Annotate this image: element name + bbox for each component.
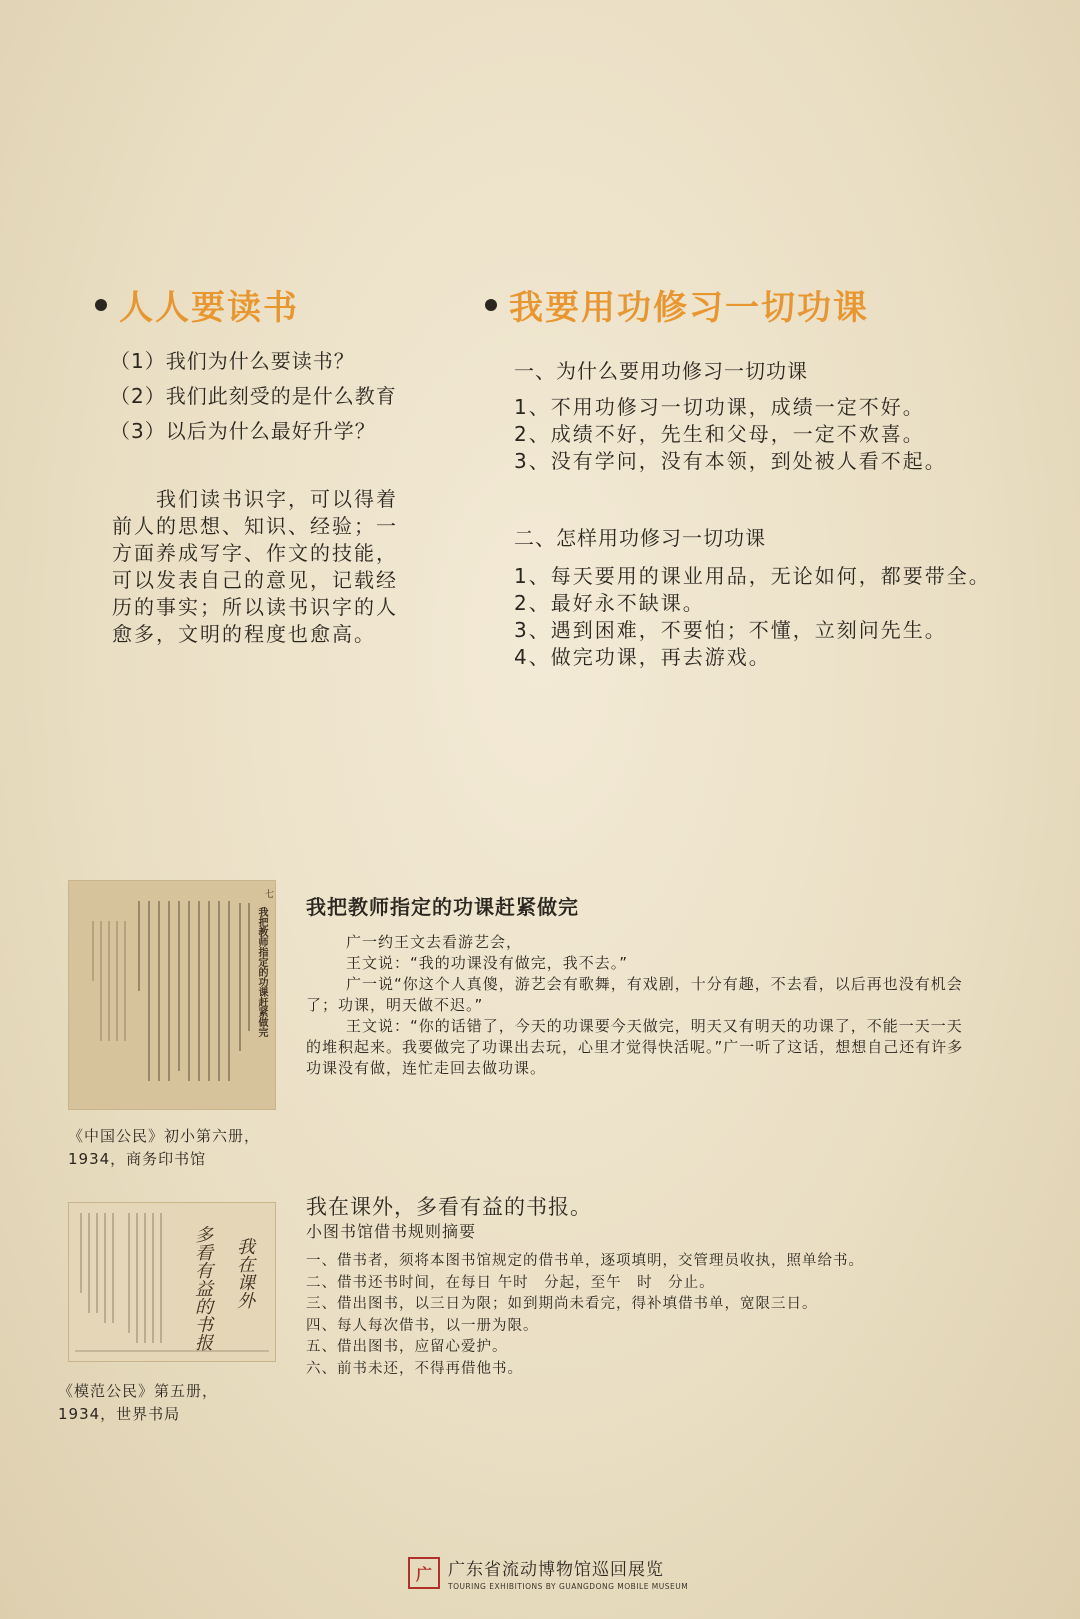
footer-text bbox=[448, 1555, 688, 1591]
list-item: 3、遇到困难，不要怕；不懂，立刻问先生。 bbox=[514, 618, 947, 642]
list-item: 1、每天要用的课业用品，无论如何，都要带全。 bbox=[514, 564, 991, 588]
reading-paragraph bbox=[112, 486, 398, 648]
bullet-dot-icon bbox=[95, 299, 107, 311]
story-paragraph: 广一说“你这个人真傻，游艺会有歌舞，有戏剧，十分有趣，不去看，以后再也没有机会了；功课，明天做不迟。” bbox=[306, 975, 963, 1014]
rule-item: 四、每人每次借书，以一册为限。 bbox=[306, 1317, 539, 1334]
question-item: （1）我们为什么要读书？ bbox=[110, 349, 355, 373]
story-paragraph: 广一约王文去看游艺会， bbox=[346, 933, 523, 951]
book2-caption bbox=[58, 1380, 218, 1426]
book1-page-title: 我把教师指定的功课赶紧做完 bbox=[256, 907, 267, 1037]
caption-line: 《模范公民》第五册， bbox=[58, 1382, 219, 1400]
book2-page-col2: 多看有益的书报 bbox=[192, 1225, 213, 1351]
footer-name-en: TOURING EXHIBITIONS BY GUANGDONG MOBILE MUSEUM bbox=[448, 1582, 689, 1591]
book2-story-title: 我在课外，多看有益的书报。 bbox=[306, 1195, 592, 1219]
rule-item: 一、借书者，须将本图书馆规定的借书单，逐项填明，交管理员收执，照单给书。 bbox=[306, 1253, 864, 1269]
book2-page-image bbox=[68, 1202, 276, 1362]
section-title-right-text: 我要用功修习一切功课 bbox=[509, 288, 869, 328]
book1-story-title: 我把教师指定的功课赶紧做完 bbox=[306, 895, 579, 919]
part2-heading: 二、怎样用功修习一切功课 bbox=[514, 526, 766, 550]
caption-line: 《中国公民》初小第六册， bbox=[68, 1127, 261, 1145]
book1-caption bbox=[68, 1125, 260, 1171]
bullet-dot-icon bbox=[485, 299, 497, 311]
caption-line: 1934，商务印书馆 bbox=[68, 1150, 207, 1168]
paragraph-line: 方面养成写字、作文的技能， bbox=[112, 541, 398, 565]
paragraph-line: 我们读书识字，可以得着 bbox=[112, 487, 398, 511]
book2-rules bbox=[306, 1251, 864, 1380]
question-item: （2）我们此刻受的是什么教育 bbox=[110, 384, 397, 408]
book1-page-image bbox=[68, 880, 276, 1110]
book2-page-col1: 我在课外 bbox=[234, 1237, 255, 1309]
rule-item: 二、借书还书时间，在每日 午时 分起，至午 时 分止。 bbox=[306, 1274, 715, 1291]
list-item: 4、做完功课，再去游戏。 bbox=[514, 645, 771, 669]
paragraph-line: 可以发表自己的意见，记载经 bbox=[112, 568, 398, 592]
story-paragraph: 王文说：“你的话错了，今天的功课要今天做完，明天又有明天的功课了，不能一天一天的堆积起来。我要做完了功课出去玩，心里才觉得快活呢。”广一听了这话，想想自己还有许多功课没有做，连忙走回去做功课。 bbox=[306, 1017, 964, 1077]
list-item: 2、成绩不好，先生和父母，一定不欢喜。 bbox=[514, 422, 925, 446]
rule-item: 三、借出图书，以三日为限；如到期尚未看完，得补填借书单，宽限三日。 bbox=[306, 1296, 818, 1312]
book1-story bbox=[306, 932, 966, 1079]
section-title-left-text: 人人要读书 bbox=[119, 288, 299, 328]
paragraph-line: 历的事实；所以读书识字的人 bbox=[112, 595, 398, 619]
caption-line: 1934，世界书局 bbox=[58, 1405, 181, 1423]
part2-list bbox=[514, 563, 991, 671]
story-paragraph: 王文说：“我的功课没有做完，我不去。” bbox=[346, 954, 629, 972]
book2-subtitle: 小图书馆借书规则摘要 bbox=[306, 1222, 477, 1241]
footer bbox=[408, 1555, 688, 1591]
museum-seal-icon: 广 bbox=[408, 1557, 440, 1589]
footer-name-cn: 广东省流动博物馆巡回展览 bbox=[448, 1560, 664, 1580]
part1-list bbox=[514, 394, 947, 475]
part1-heading: 一、为什么要用功修习一切功课 bbox=[514, 359, 808, 383]
rule-item: 五、借出图书，应留心爱护。 bbox=[306, 1339, 508, 1355]
section-title-right bbox=[485, 280, 869, 329]
list-item: 2、最好永不缺课。 bbox=[514, 591, 705, 615]
paragraph-line: 愈多，文明的程度也愈高。 bbox=[112, 622, 376, 646]
question-item: （3）以后为什么最好升学？ bbox=[110, 419, 376, 443]
svg-text:七: 七 bbox=[265, 890, 275, 900]
list-item: 3、没有学问，没有本领，到处被人看不起。 bbox=[514, 449, 947, 473]
section-title-left bbox=[95, 280, 299, 329]
paragraph-line: 前人的思想、知识、经验；一 bbox=[112, 514, 398, 538]
rule-item: 六、前书未还，不得再借他书。 bbox=[306, 1360, 523, 1377]
question-list bbox=[110, 344, 397, 449]
list-item: 1、不用功修习一切功课，成绩一定不好。 bbox=[514, 395, 925, 419]
book1-page-drawing bbox=[69, 881, 275, 1109]
